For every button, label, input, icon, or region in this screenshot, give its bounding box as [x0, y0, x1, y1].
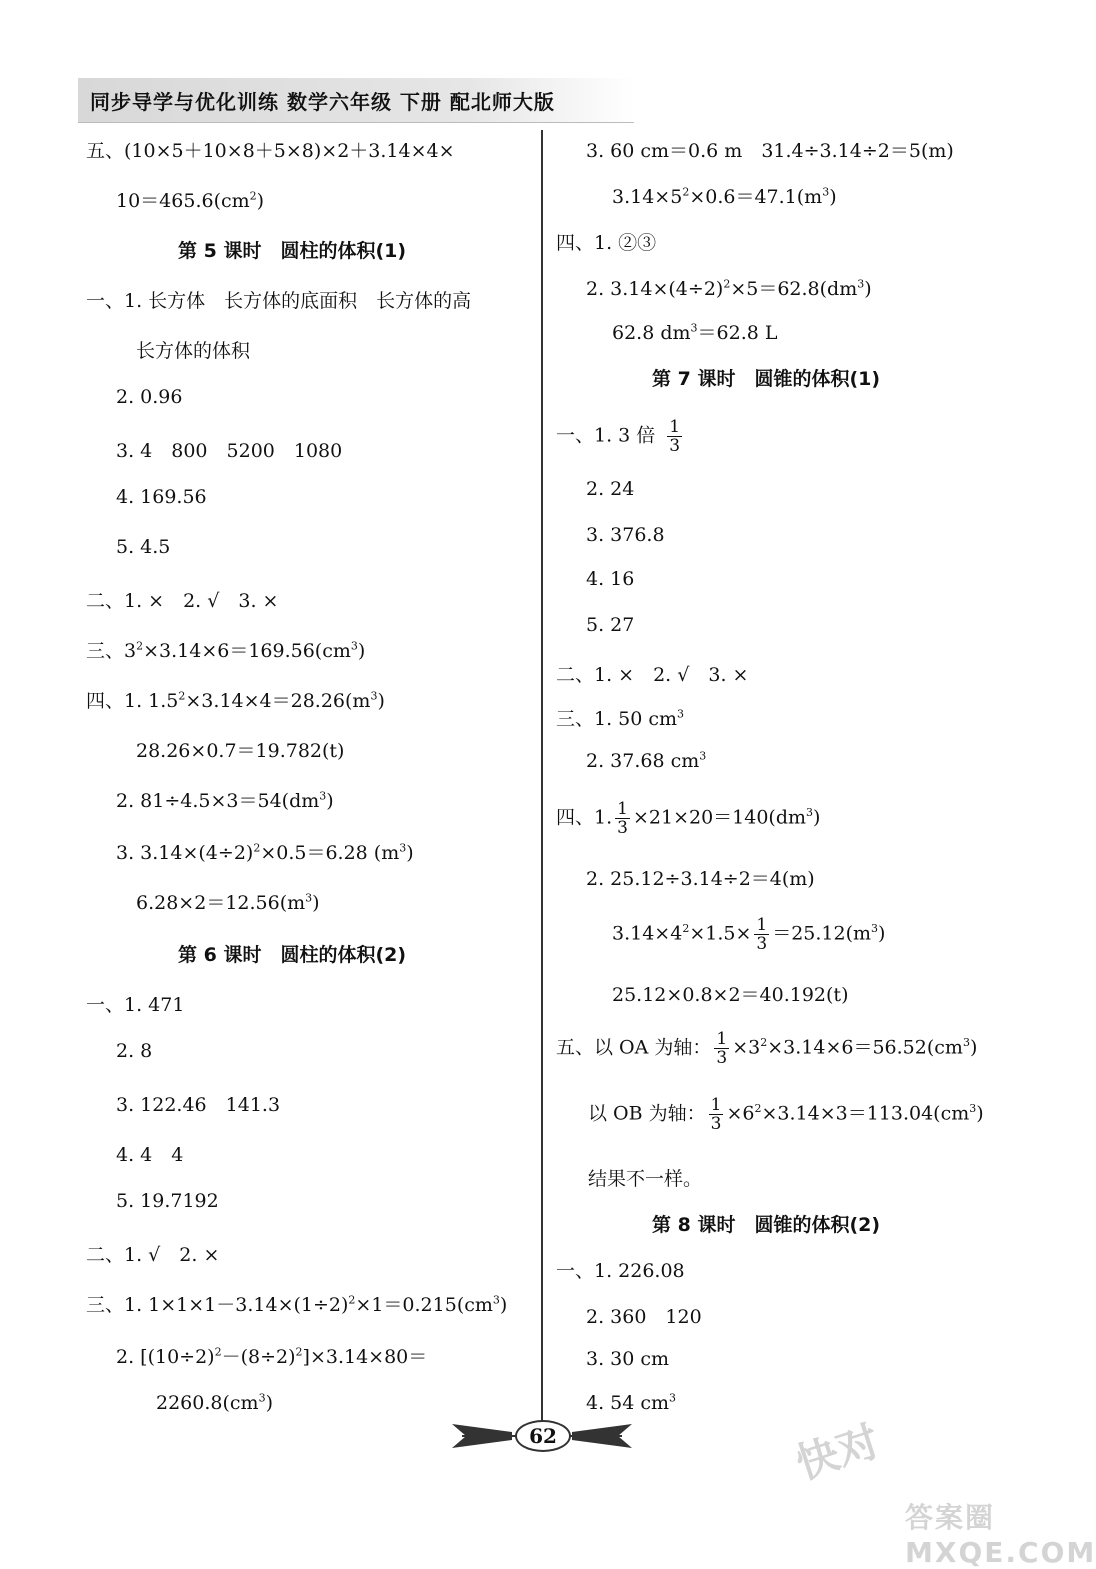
answer-line: 4. 4 4: [116, 1144, 184, 1166]
answer-line: 一、1. 3 倍 $\frac{1}{3}$: [556, 417, 681, 456]
answer-line: $6.28\times 2=12.56(m^3)$: [136, 891, 320, 914]
header-title: 同步导学与优化训练 数学六年级 下册 配北师大版: [90, 90, 555, 114]
column-divider: [541, 130, 543, 1430]
answer-line: 28.26×0.7＝19.782(t): [136, 740, 345, 762]
answer-line: 2. 37.68 $cm^3$: [586, 749, 707, 772]
answer-line: 五、以 OA 为轴： $\frac{1}{3}$ $\times 3^2\times 3.14\times 6=56.52(cm^3)$: [556, 1029, 978, 1068]
answer-line: 3. $3.14\times(4\div 2)^2\times 0.5=6.28$ $(m^3)$: [116, 841, 414, 864]
answer-line: 二、1. √ 2. ×: [86, 1244, 220, 1266]
section-title-8: 第 8 课时 圆锥的体积(2): [652, 1214, 881, 1236]
answer-line: 3. 4 800 5200 1080: [116, 440, 343, 462]
answer-line: 4. 169.56: [116, 486, 207, 508]
answer-line: 4. 16: [586, 568, 635, 590]
answer-line: 2. 24: [586, 478, 635, 500]
answer-line: 2. $3.14\times(4\div 2)^2\times 5=62.8(dm^3)$: [586, 277, 872, 300]
answer-line: 3. 376.8: [586, 524, 665, 546]
answer-line: 二、1. × 2. √ 3. ×: [86, 590, 279, 612]
answer-line: $3.14\times 4^2\times 1.5\times$ $\frac{1}{3}$ $=25.12(m^3)$: [612, 915, 886, 954]
answer-line: 2. $81\div 4.5\times 3=54(dm^3)$: [116, 789, 334, 812]
answer-line: 2. 360 120: [586, 1306, 702, 1328]
answer-line: $3.14\times 5^2\times 0.6=47.1(m^3)$: [612, 185, 837, 208]
answer-line: $10=465.6(cm^2)$: [116, 189, 265, 212]
answer-line: 2. 25.12÷3.14÷2＝4(m): [586, 868, 815, 890]
answer-line: 以 OB 为轴： $\frac{1}{3}$ $\times 6^2\times 3.14\times 3=113.04(cm^3)$: [588, 1095, 984, 1134]
answer-line: $2260.8(cm^3)$: [156, 1391, 273, 1414]
section-title-7: 第 7 课时 圆锥的体积(1): [652, 368, 881, 390]
answer-line: 一、1. 长方体 长方体的底面积 长方体的高: [86, 290, 472, 312]
answer-line: 一、1. 471: [86, 994, 185, 1016]
answer-line: 2. 0.96: [116, 386, 183, 408]
answer-line: 四、1. $1.5^2\times 3.14\times 4=28.26(m^3)$: [86, 689, 385, 712]
answer-line: 25.12×0.8×2＝40.192(t): [612, 984, 849, 1006]
answer-line: 2. $[(10\div 2)^2-(8\div 2)^2]\times 3.14\times 80=$: [116, 1345, 428, 1368]
answer-line: 结果不一样。: [588, 1168, 703, 1190]
answer-line: 3. 60 cm＝0.6 m 31.4÷3.14÷2＝5(m): [586, 140, 954, 162]
answer-line: 5. 19.7192: [116, 1190, 219, 1212]
answer-line: 一、1. 226.08: [556, 1260, 685, 1282]
answer-line: 2. 8: [116, 1040, 153, 1062]
answer-line: 三、1. 50 $cm^3$: [556, 707, 685, 730]
section-title-5: 第 5 课时 圆柱的体积(1): [178, 240, 407, 262]
watermark-text: 快对: [790, 1416, 886, 1489]
answer-line: 5. 27: [586, 614, 635, 636]
answer-line: 三、$3^2\times 3.14\times 6=169.56(cm^3)$: [86, 639, 366, 662]
answer-line: 五、(10×5＋10×8＋5×8)×2＋3.14×4×: [86, 140, 455, 162]
answer-line: 62.8 $dm^3=62.8$ L: [612, 321, 778, 344]
section-title-6: 第 6 课时 圆柱的体积(2): [178, 944, 407, 966]
answer-line: 3. 122.46 141.3: [116, 1094, 281, 1116]
answer-line: 3. 30 cm: [586, 1348, 670, 1370]
answer-line: 4. 54 $cm^3$: [586, 1391, 677, 1414]
watermark-site: 答案圈 MXQE.COM: [905, 1501, 1096, 1569]
page-number: 62: [515, 1420, 571, 1452]
answer-line: 四、1. ②③: [556, 232, 657, 254]
watermark-logo: [790, 1416, 1096, 1569]
answer-line: 四、1. $\frac{1}{3}$ $\times 21\times 20=140(dm^3)$: [556, 799, 821, 838]
answer-line: 二、1. × 2. √ 3. ×: [556, 664, 749, 686]
answer-line: 5. 4.5: [116, 536, 171, 558]
answer-line: 三、1. $1\times 1\times 1-3.14\times(1\div 2)^2\times 1=0.215(cm^3)$: [86, 1293, 508, 1316]
answer-line: 长方体的体积: [136, 340, 251, 362]
